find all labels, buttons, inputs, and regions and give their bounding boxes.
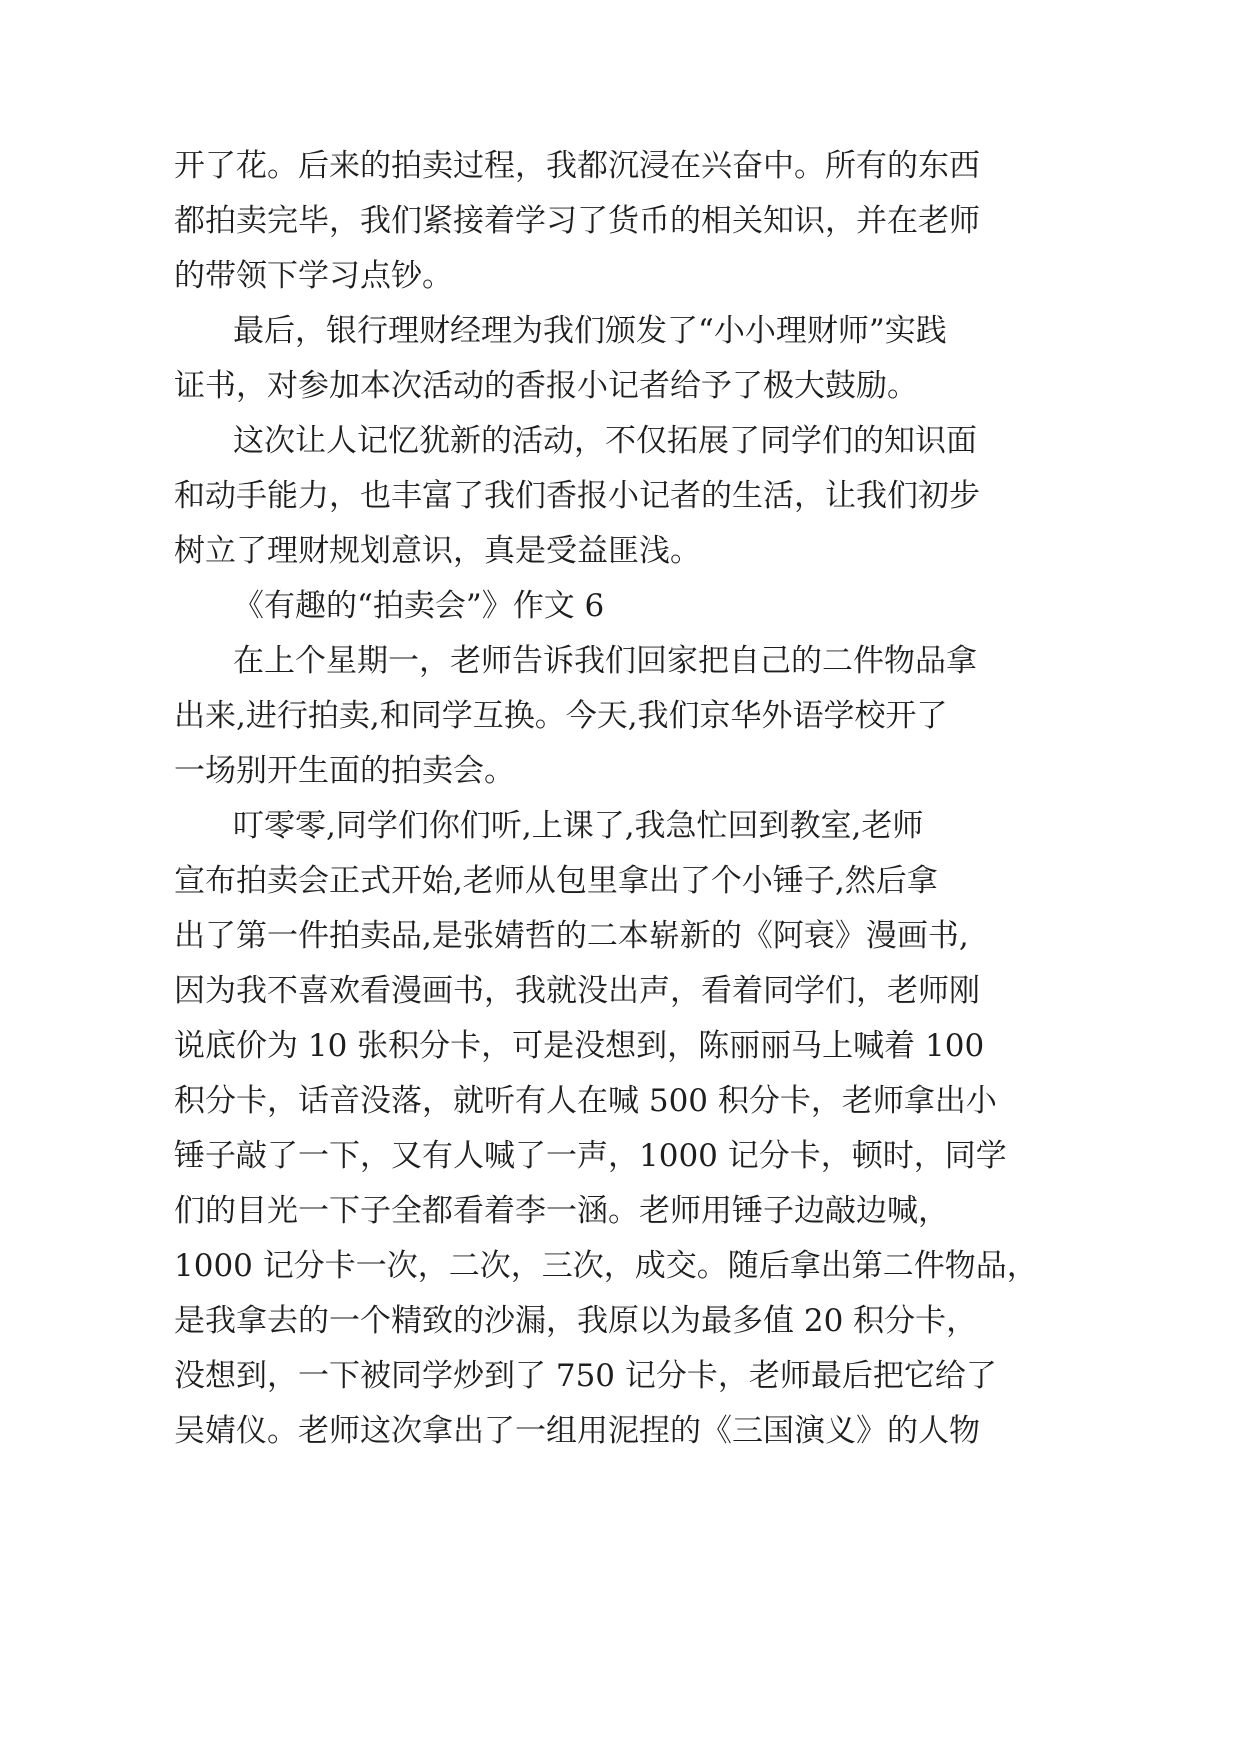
text-line — [0, 303, 1241, 359]
text-line-content: 是我拿去的一个精致的沙漏，我原以为最多值 20 积分卡， — [174, 1303, 978, 1339]
text-line — [0, 523, 1241, 579]
text-line — [0, 1018, 1241, 1074]
text-line-content: 叮零零,同学们你们听,上课了,我急忙回到教室,老师 — [233, 808, 924, 844]
text-line — [0, 193, 1241, 249]
text-line — [0, 1348, 1241, 1404]
text-line-content: 都拍卖完毕，我们紧接着学习了货币的相关知识，并在老师 — [174, 203, 980, 239]
text-line — [0, 358, 1241, 414]
text-line — [0, 1183, 1241, 1239]
text-line — [0, 1238, 1241, 1294]
text-line — [0, 1403, 1241, 1459]
text-line-content: 树立了理财规划意识，真是受益匪浅。 — [174, 533, 701, 569]
text-line-content: 证书，对参加本次活动的香报小记者给予了极大鼓励。 — [174, 368, 918, 404]
text-line — [0, 248, 1241, 304]
text-line-content: 宣布拍卖会正式开始,老师从包里拿出了个小锤子,然后拿 — [174, 863, 938, 899]
section-title-text: 《有趣的“拍卖会”》作文 6 — [233, 588, 605, 624]
text-line — [0, 853, 1241, 909]
text-line — [0, 468, 1241, 524]
text-line-content: 说底价为 10 张积分卡，可是没想到，陈丽丽马上喊着 100 — [174, 1028, 985, 1064]
text-line-content: 1000 记分卡一次，二次，三次，成交。随后拿出第二件物品， — [174, 1248, 1038, 1284]
text-line — [0, 688, 1241, 744]
text-line — [0, 1073, 1241, 1129]
text-line-content: 在上个星期一，老师告诉我们回家把自己的二件物品拿 — [233, 643, 977, 679]
text-line-content: 出来,进行拍卖,和同学互换。今天,我们京华外语学校开了 — [174, 698, 948, 734]
text-line — [0, 798, 1241, 854]
text-line-content: 因为我不喜欢看漫画书，我就没出声，看着同学们，老师刚 — [174, 973, 980, 1009]
text-line-content: 出了第一件拍卖品,是张婧哲的二本崭新的《阿衰》漫画书, — [174, 918, 969, 954]
text-line-content: 的带领下学习点钞。 — [174, 258, 453, 294]
text-line-content: 和动手能力，也丰富了我们香报小记者的生活，让我们初步 — [174, 478, 980, 514]
text-line-content: 一场别开生面的拍卖会。 — [174, 753, 515, 789]
text-line — [0, 908, 1241, 964]
text-line — [0, 633, 1241, 689]
text-line-content: 最后，银行理财经理为我们颁发了“小小理财师”实践 — [233, 313, 947, 349]
text-line-content: 没想到，一下被同学炒到了 750 记分卡，老师最后把它给了 — [174, 1358, 997, 1394]
text-line — [0, 743, 1241, 799]
text-line-content: 锤子敲了一下，又有人喊了一声，1000 记分卡，顿时，同学 — [174, 1138, 1007, 1174]
text-line — [0, 1293, 1241, 1349]
section-title — [0, 578, 1241, 634]
text-line-content: 开了花。后来的拍卖过程，我都沉浸在兴奋中。所有的东西 — [174, 148, 980, 184]
text-line-content: 这次让人记忆犹新的活动，不仅拓展了同学们的知识面 — [233, 423, 977, 459]
text-line — [0, 1128, 1241, 1184]
text-line — [0, 963, 1241, 1019]
text-line-content: 积分卡，话音没落，就听有人在喊 500 积分卡，老师拿出小 — [174, 1083, 997, 1119]
text-line — [0, 413, 1241, 469]
text-line-content: 们的目光一下子全都看着李一涵。老师用锤子边敲边喊， — [174, 1193, 949, 1229]
text-line-content: 吴婧仪。老师这次拿出了一组用泥捏的《三国演义》的人物 — [174, 1413, 980, 1449]
text-line — [0, 138, 1241, 194]
